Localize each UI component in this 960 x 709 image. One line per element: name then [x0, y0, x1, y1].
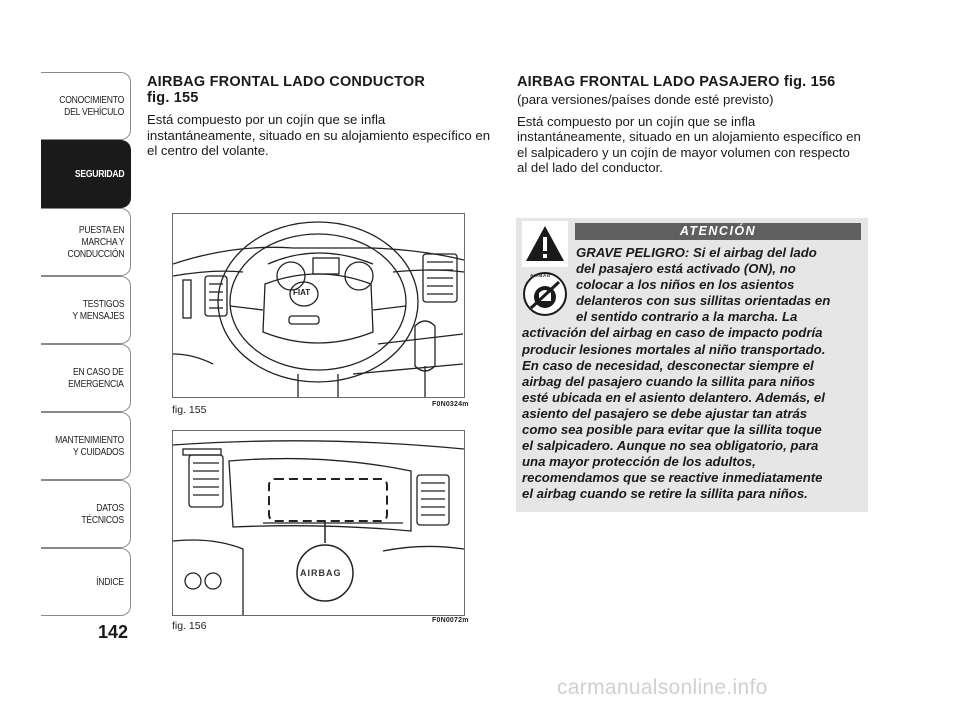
passenger-dashboard-illustration — [173, 431, 464, 615]
tab-datos-tecnicos[interactable] — [41, 480, 131, 548]
tab-indice[interactable] — [41, 548, 131, 616]
figure-code: F0N0072m — [432, 617, 469, 624]
tab-conocimiento[interactable] — [41, 72, 131, 140]
tab-label: TESTIGOS Y MENSAJES — [72, 298, 124, 322]
fiat-logo-text: FIAT — [293, 288, 311, 297]
tab-label: MANTENIMIENTO Y CUIDADOS — [55, 434, 124, 458]
body-paragraph: Está compuesto por un cojín que se infla instantáneamente, situado en su alojamiento específico en el centro del volante. — [147, 112, 491, 158]
tab-label: PUESTA EN MARCHA Y CONDUCCIÓN — [67, 224, 124, 260]
body-paragraph: Está compuesto por un cojín que se infla instantáneamente, situado en un alojamiento específico en el salpicadero y un cojín de mayor volumen con respecto al del lado del conductor. — [517, 113, 861, 175]
tab-seguridad[interactable] — [41, 140, 131, 208]
steering-wheel-illustration — [173, 214, 464, 397]
section-heading — [517, 74, 862, 90]
figure-caption: fig. 156 — [172, 620, 207, 632]
tab-emergencia[interactable] — [41, 344, 131, 412]
warning-title: ATENCIÓN — [575, 223, 861, 240]
warning-line: como sea posible para evitar que la sillita toque — [522, 422, 822, 438]
tab-testigos[interactable] — [41, 276, 131, 344]
tab-label: DATOS TÉCNICOS — [81, 502, 124, 526]
warning-line: En caso de necesidad, desconectar siempre el — [522, 357, 814, 373]
tab-label: SEGURIDAD — [74, 168, 124, 180]
warning-line: el sentido contrario a la marcha. La — [576, 309, 798, 325]
airbag-badge: AIRBAG — [300, 568, 342, 578]
warning-line: del pasajero está activado (ON), no — [576, 261, 796, 277]
tab-label: EN CASO DE EMERGENCIA — [68, 366, 124, 390]
watermark: carmanualsonline.info — [557, 676, 768, 699]
warning-line: colocar a los niños en los asientos — [576, 277, 795, 293]
heading-text: AIRBAG FRONTAL LADO PASAJERO — [517, 74, 780, 90]
figure-caption: fig. 155 — [172, 404, 207, 416]
warning-line: activación del airbag en caso de impacto podría — [522, 325, 823, 341]
airbag-icon-label: AIRBAG — [530, 273, 551, 278]
page-number: 142 — [98, 622, 129, 642]
warning-line: airbag del pasajero cuando la sillita para niños — [522, 373, 816, 389]
figure-code: F0N0324m — [432, 401, 469, 408]
subtitle: (para versiones/países donde esté previsto) — [517, 92, 774, 107]
warning-line: el salpicadero. Aunque no sea obligatorio, para — [522, 438, 819, 454]
tab-mantenimiento[interactable] — [41, 412, 131, 480]
tab-label: ÍNDICE — [96, 576, 124, 588]
warning-line: una mayor protección de los adultos, — [522, 454, 756, 470]
section-heading — [147, 74, 492, 106]
heading-text: AIRBAG FRONTAL LADO CONDUCTOR — [147, 74, 426, 90]
figure-156 — [172, 430, 465, 616]
figure-155 — [172, 213, 465, 398]
tab-puesta-en-marcha[interactable] — [41, 208, 131, 276]
warning-line: recomendamos que se reactive inmediatamente — [522, 470, 823, 486]
warning-line: el airbag cuando se retire la sillita para niños. — [522, 486, 808, 502]
section-tabs — [41, 72, 131, 616]
driver-airbag-section — [147, 74, 492, 159]
warning-line: delanteros con sus sillitas orientadas en — [576, 293, 831, 309]
warning-line: esté ubicada en el asiento delantero. Además, el — [522, 389, 825, 405]
tab-label: CONOCIMIENTO DEL VEHÍCULO — [59, 94, 124, 118]
heading-fig-ref: fig. 156 — [783, 74, 836, 90]
warning-box — [516, 218, 868, 512]
warning-line: GRAVE PELIGRO: Si el airbag del lado — [576, 245, 817, 260]
warning-line: asiento del pasajero se debe ajustar tan atrás — [522, 405, 808, 421]
warning-line: producir lesiones mortales al niño transportado. — [522, 341, 826, 357]
warning-text — [522, 245, 860, 503]
passenger-airbag-section — [517, 74, 862, 176]
heading-fig-ref: fig. 155 — [147, 90, 199, 106]
